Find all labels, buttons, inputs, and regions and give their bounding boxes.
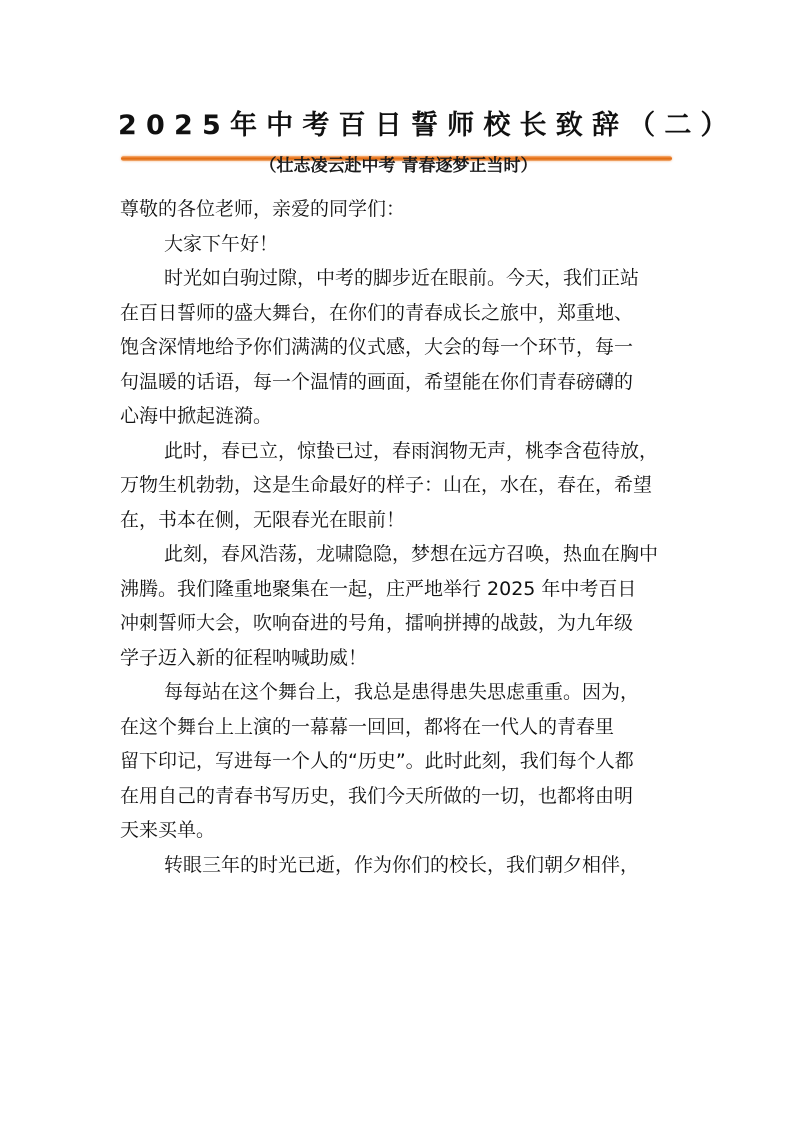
paragraph-line: 句温暖的话语，每一个温情的画面，希望能在你们青春磅礴的 — [120, 370, 634, 393]
paragraph-line: 天来买单。 — [120, 819, 216, 841]
paragraph-line: 在百日誓师的盛大舞台，在你们的青春成长之旅中，郑重地、 — [120, 301, 634, 324]
paragraph-1 — [120, 261, 680, 434]
paragraph-3 — [120, 537, 680, 675]
paragraph-line: 时光如白驹过隙，中考的脚步近在眼前。今天，我们正站 — [164, 267, 640, 289]
paragraph-line: 在，书本在侧，无限春光在眼前！ — [120, 508, 406, 531]
paragraph-line: 学子迈入新的征程呐喊助威！ — [120, 646, 368, 669]
paragraph-line: 冲刺誓师大会，吹响奋进的号角，擂响拼搏的战鼓，为九年级 — [120, 612, 634, 634]
paragraph-line: 饱含深情地给予你们满满的仪式感，大会的每一个环节，每一 — [120, 336, 634, 358]
paragraph-line: 心海中掀起涟漪。 — [120, 405, 273, 427]
paragraph-line: 转眼三年的时光已逝，作为你们的校长，我们朝夕相伴， — [164, 853, 640, 876]
paragraph-line: 此时，春已立，惊蛰已过，春雨润物无声，桃李含苞待放， — [164, 439, 659, 462]
document-subtitle: （壮志凌云赴中考 青春逐梦正当时） — [259, 156, 538, 176]
paragraph-greeting — [120, 227, 680, 262]
paragraph-line: 每每站在这个舞台上，我总是患得患失思虑重重。因为， — [164, 681, 640, 703]
paragraph-line: 沸腾。我们隆重地聚集在一起，庄严地举行 2025 年中考百日 — [120, 577, 637, 600]
paragraph-line: 在这个舞台上上演的一幕幕一回回，都将在一代人的青春里 — [120, 715, 615, 738]
document-title: 2025年中考百日誓师校长致辞（二） — [118, 110, 737, 141]
paragraph-2 — [120, 434, 680, 538]
document-body — [120, 192, 680, 882]
paragraph-4 — [120, 675, 680, 848]
paragraph-line: 大家下午好！ — [164, 232, 279, 255]
paragraph-line: 此刻，春风浩荡，龙啸隐隐，梦想在远方召唤，热血在胸中 — [164, 543, 659, 565]
paragraph-5 — [120, 848, 680, 883]
paragraph-line: 在用自己的青春书写历史，我们今天所做的一切，也都将由明 — [120, 784, 634, 807]
paragraph-line: 万物生机勃勃，这是生命最好的样子：山在，水在，春在，希望 — [120, 474, 653, 496]
salutation: 尊敬的各位老师，亲爱的同学们： — [120, 198, 406, 220]
paragraph-line: 留下印记，写进每一个人的“历史”。此时此刻，我们每个人都 — [120, 750, 634, 772]
